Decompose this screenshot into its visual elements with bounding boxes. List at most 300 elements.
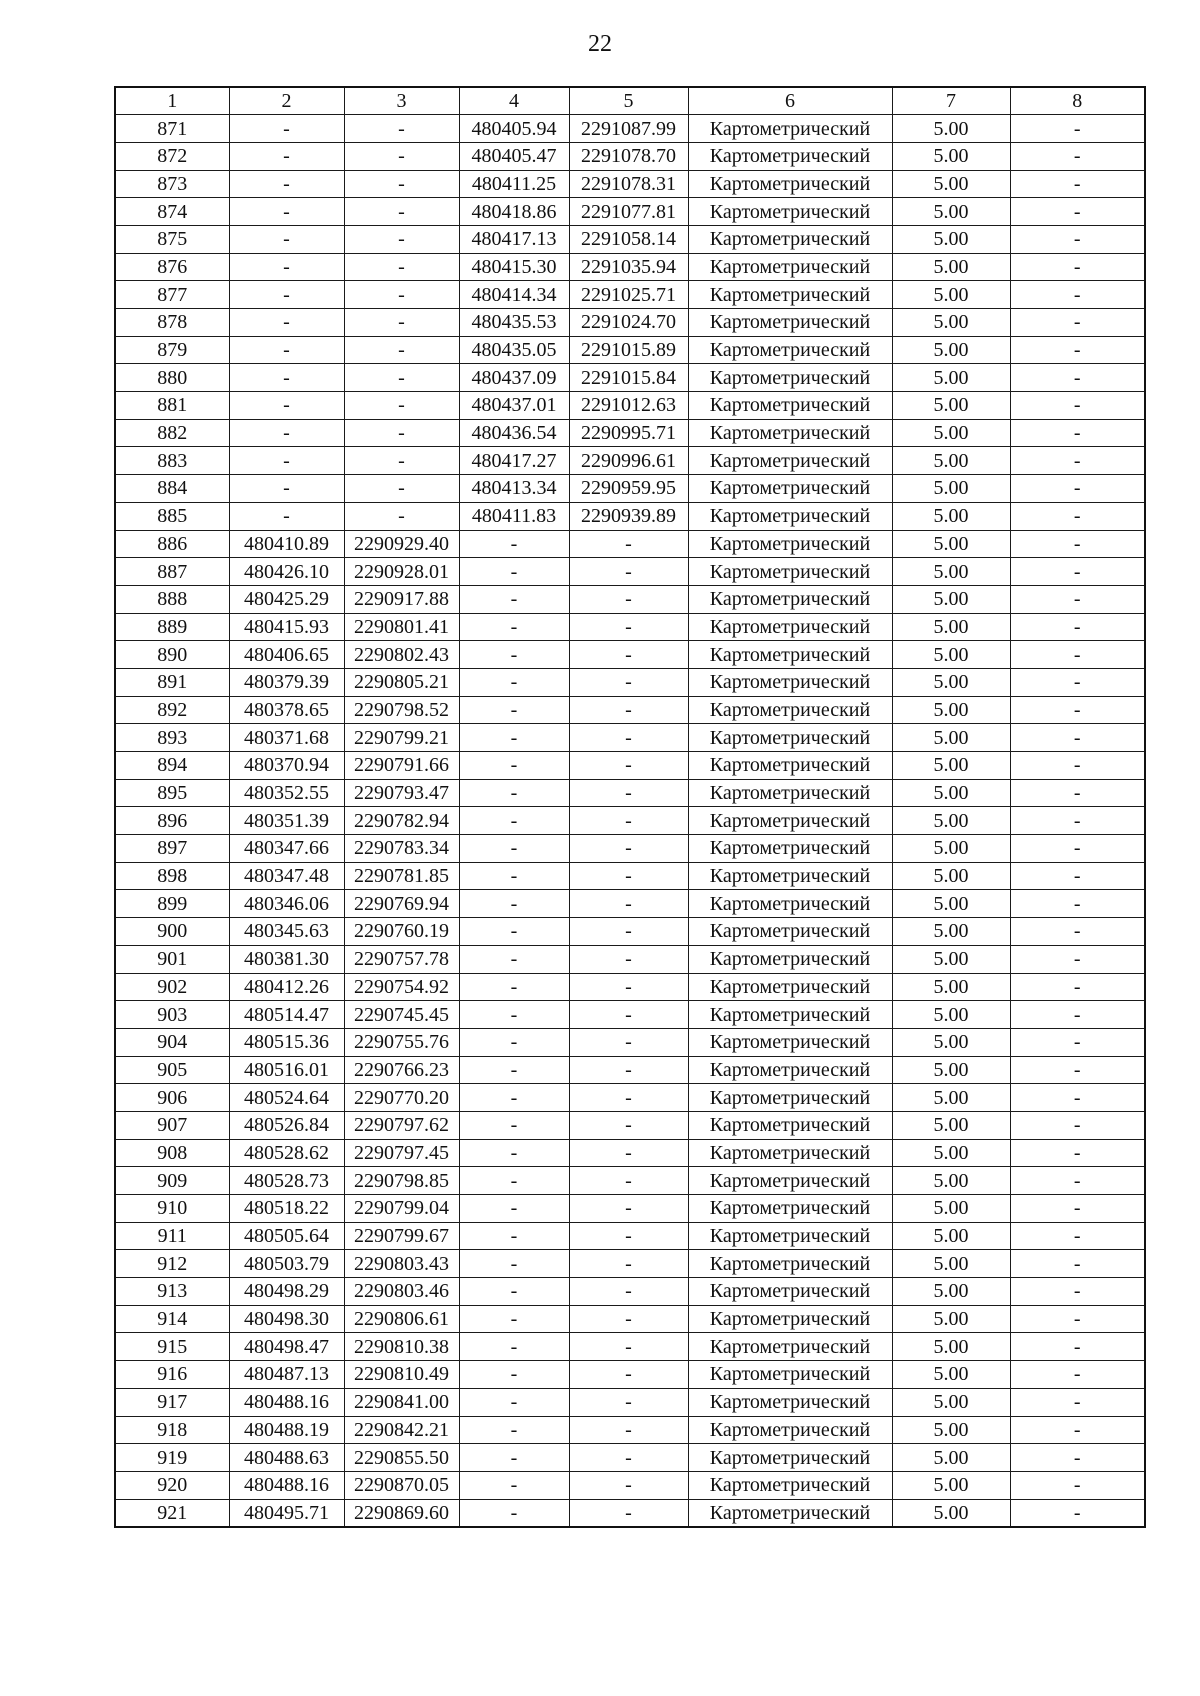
new-x-coordinate-cell: - (459, 1028, 569, 1056)
table-row (115, 419, 1145, 447)
new-x-coordinate-cell: - (459, 807, 569, 835)
method-cell: Картометрический (688, 724, 892, 752)
description-cell: - (1010, 1222, 1145, 1250)
accuracy-cell: 5.00 (892, 115, 1010, 143)
point-number-cell: 890 (115, 641, 229, 669)
accuracy-cell: 5.00 (892, 1305, 1010, 1333)
table-row (115, 558, 1145, 586)
table-row (115, 1001, 1145, 1029)
y-coordinate-cell: - (344, 502, 459, 530)
point-number-cell: 873 (115, 170, 229, 198)
new-y-coordinate-cell: 2290996.61 (569, 447, 688, 475)
point-number-cell: 915 (115, 1333, 229, 1361)
description-cell: - (1010, 1416, 1145, 1444)
new-y-coordinate-cell: - (569, 1001, 688, 1029)
table-row (115, 447, 1145, 475)
table-row (115, 862, 1145, 890)
accuracy-cell: 5.00 (892, 1222, 1010, 1250)
method-cell: Картометрический (688, 530, 892, 558)
page-number: 22 (588, 31, 612, 57)
method-cell: Картометрический (688, 142, 892, 170)
accuracy-cell: 5.00 (892, 807, 1010, 835)
description-cell: - (1010, 1001, 1145, 1029)
new-x-coordinate-cell: - (459, 752, 569, 780)
new-y-coordinate-cell: - (569, 1056, 688, 1084)
new-x-coordinate-cell: 480417.27 (459, 447, 569, 475)
new-y-coordinate-cell: - (569, 890, 688, 918)
table-row (115, 1305, 1145, 1333)
method-cell: Картометрический (688, 945, 892, 973)
y-coordinate-cell: 2290805.21 (344, 668, 459, 696)
description-cell: - (1010, 502, 1145, 530)
accuracy-cell: 5.00 (892, 613, 1010, 641)
y-coordinate-cell: - (344, 142, 459, 170)
point-number-cell: 885 (115, 502, 229, 530)
description-cell: - (1010, 613, 1145, 641)
accuracy-cell: 5.00 (892, 668, 1010, 696)
y-coordinate-cell: 2290806.61 (344, 1305, 459, 1333)
new-x-coordinate-cell: 480436.54 (459, 419, 569, 447)
new-x-coordinate-cell: 480417.13 (459, 225, 569, 253)
new-x-coordinate-cell: - (459, 585, 569, 613)
column-header: 6 (688, 87, 892, 115)
new-y-coordinate-cell: - (569, 1416, 688, 1444)
accuracy-cell: 5.00 (892, 1001, 1010, 1029)
point-number-cell: 878 (115, 309, 229, 337)
y-coordinate-cell: 2290799.67 (344, 1222, 459, 1250)
description-cell: - (1010, 1195, 1145, 1223)
new-x-coordinate-cell: - (459, 668, 569, 696)
point-number-cell: 889 (115, 613, 229, 641)
description-cell: - (1010, 392, 1145, 420)
table-row (115, 1028, 1145, 1056)
accuracy-cell: 5.00 (892, 364, 1010, 392)
method-cell: Картометрический (688, 1056, 892, 1084)
new-y-coordinate-cell: 2291035.94 (569, 253, 688, 281)
x-coordinate-cell: 480425.29 (229, 585, 344, 613)
table-row (115, 281, 1145, 309)
x-coordinate-cell: 480524.64 (229, 1084, 344, 1112)
new-x-coordinate-cell: 480411.25 (459, 170, 569, 198)
description-cell: - (1010, 142, 1145, 170)
method-cell: Картометрический (688, 585, 892, 613)
column-header: 8 (1010, 87, 1145, 115)
description-cell: - (1010, 447, 1145, 475)
method-cell: Картометрический (688, 668, 892, 696)
y-coordinate-cell: - (344, 281, 459, 309)
y-coordinate-cell: - (344, 253, 459, 281)
method-cell: Картометрический (688, 392, 892, 420)
new-y-coordinate-cell: 2291077.81 (569, 198, 688, 226)
description-cell: - (1010, 530, 1145, 558)
accuracy-cell: 5.00 (892, 392, 1010, 420)
x-coordinate-cell: 480346.06 (229, 890, 344, 918)
method-cell: Картометрический (688, 198, 892, 226)
column-header: 3 (344, 87, 459, 115)
description-cell: - (1010, 807, 1145, 835)
y-coordinate-cell: 2290770.20 (344, 1084, 459, 1112)
point-number-cell: 871 (115, 115, 229, 143)
accuracy-cell: 5.00 (892, 558, 1010, 586)
description-cell: - (1010, 309, 1145, 337)
description-cell: - (1010, 945, 1145, 973)
table-row (115, 641, 1145, 669)
x-coordinate-cell: - (229, 475, 344, 503)
point-number-cell: 895 (115, 779, 229, 807)
accuracy-cell: 5.00 (892, 1499, 1010, 1527)
x-coordinate-cell: - (229, 419, 344, 447)
x-coordinate-cell: 480495.71 (229, 1499, 344, 1527)
accuracy-cell: 5.00 (892, 1195, 1010, 1223)
method-cell: Картометрический (688, 918, 892, 946)
x-coordinate-cell: 480410.89 (229, 530, 344, 558)
new-y-coordinate-cell: - (569, 558, 688, 586)
new-x-coordinate-cell: - (459, 1139, 569, 1167)
y-coordinate-cell: 2290766.23 (344, 1056, 459, 1084)
table-row (115, 890, 1145, 918)
method-cell: Картометрический (688, 973, 892, 1001)
new-x-coordinate-cell: 480415.30 (459, 253, 569, 281)
new-x-coordinate-cell: 480405.47 (459, 142, 569, 170)
new-x-coordinate-cell: - (459, 1333, 569, 1361)
new-x-coordinate-cell: - (459, 724, 569, 752)
description-cell: - (1010, 641, 1145, 669)
method-cell: Картометрический (688, 170, 892, 198)
table-row (115, 309, 1145, 337)
method-cell: Картометрический (688, 502, 892, 530)
x-coordinate-cell: 480528.62 (229, 1139, 344, 1167)
description-cell: - (1010, 779, 1145, 807)
y-coordinate-cell: - (344, 198, 459, 226)
accuracy-cell: 5.00 (892, 862, 1010, 890)
y-coordinate-cell: 2290870.05 (344, 1471, 459, 1499)
point-number-cell: 884 (115, 475, 229, 503)
column-header: 1 (115, 87, 229, 115)
new-y-coordinate-cell: - (569, 973, 688, 1001)
new-y-coordinate-cell: - (569, 1444, 688, 1472)
x-coordinate-cell: 480370.94 (229, 752, 344, 780)
accuracy-cell: 5.00 (892, 1167, 1010, 1195)
x-coordinate-cell: - (229, 170, 344, 198)
description-cell: - (1010, 724, 1145, 752)
point-number-cell: 894 (115, 752, 229, 780)
accuracy-cell: 5.00 (892, 1139, 1010, 1167)
method-cell: Картометрический (688, 1139, 892, 1167)
accuracy-cell: 5.00 (892, 1333, 1010, 1361)
x-coordinate-cell: 480528.73 (229, 1167, 344, 1195)
table-body (115, 115, 1145, 1527)
accuracy-cell: 5.00 (892, 696, 1010, 724)
new-x-coordinate-cell: - (459, 1222, 569, 1250)
method-cell: Картометрический (688, 1333, 892, 1361)
new-x-coordinate-cell: - (459, 1388, 569, 1416)
new-x-coordinate-cell: - (459, 1056, 569, 1084)
new-y-coordinate-cell: - (569, 668, 688, 696)
x-coordinate-cell: 480488.63 (229, 1444, 344, 1472)
new-y-coordinate-cell: - (569, 585, 688, 613)
method-cell: Картометрический (688, 862, 892, 890)
point-number-cell: 913 (115, 1278, 229, 1306)
new-x-coordinate-cell: - (459, 1111, 569, 1139)
accuracy-cell: 5.00 (892, 142, 1010, 170)
new-y-coordinate-cell: - (569, 862, 688, 890)
new-x-coordinate-cell: - (459, 530, 569, 558)
x-coordinate-cell: - (229, 447, 344, 475)
method-cell: Картометрический (688, 281, 892, 309)
point-number-cell: 877 (115, 281, 229, 309)
description-cell: - (1010, 918, 1145, 946)
accuracy-cell: 5.00 (892, 1471, 1010, 1499)
description-cell: - (1010, 752, 1145, 780)
new-y-coordinate-cell: - (569, 1222, 688, 1250)
method-cell: Картометрический (688, 336, 892, 364)
x-coordinate-cell: - (229, 309, 344, 337)
table-row (115, 392, 1145, 420)
new-y-coordinate-cell: - (569, 1028, 688, 1056)
point-number-cell: 874 (115, 198, 229, 226)
accuracy-cell: 5.00 (892, 724, 1010, 752)
table-row (115, 779, 1145, 807)
description-cell: - (1010, 1499, 1145, 1527)
table-row (115, 1222, 1145, 1250)
new-x-coordinate-cell: 480437.01 (459, 392, 569, 420)
new-y-coordinate-cell: - (569, 1388, 688, 1416)
new-x-coordinate-cell: - (459, 779, 569, 807)
header-row (115, 87, 1145, 115)
new-y-coordinate-cell: 2291078.70 (569, 142, 688, 170)
x-coordinate-cell: 480503.79 (229, 1250, 344, 1278)
method-cell: Картометрический (688, 696, 892, 724)
new-x-coordinate-cell: - (459, 945, 569, 973)
description-cell: - (1010, 336, 1145, 364)
x-coordinate-cell: - (229, 142, 344, 170)
point-number-cell: 893 (115, 724, 229, 752)
accuracy-cell: 5.00 (892, 1111, 1010, 1139)
y-coordinate-cell: 2290781.85 (344, 862, 459, 890)
new-y-coordinate-cell: - (569, 613, 688, 641)
table-row (115, 1111, 1145, 1139)
new-x-coordinate-cell: - (459, 1167, 569, 1195)
method-cell: Картометрический (688, 447, 892, 475)
y-coordinate-cell: - (344, 475, 459, 503)
method-cell: Картометрический (688, 641, 892, 669)
new-y-coordinate-cell: - (569, 1471, 688, 1499)
table-row (115, 807, 1145, 835)
accuracy-cell: 5.00 (892, 918, 1010, 946)
method-cell: Картометрический (688, 890, 892, 918)
accuracy-cell: 5.00 (892, 890, 1010, 918)
x-coordinate-cell: 480347.66 (229, 835, 344, 863)
table-row (115, 1361, 1145, 1389)
new-x-coordinate-cell: - (459, 1084, 569, 1112)
accuracy-cell: 5.00 (892, 973, 1010, 1001)
y-coordinate-cell: 2290757.78 (344, 945, 459, 973)
new-y-coordinate-cell: 2291024.70 (569, 309, 688, 337)
table-row (115, 1499, 1145, 1527)
method-cell: Картометрический (688, 1278, 892, 1306)
point-number-cell: 920 (115, 1471, 229, 1499)
accuracy-cell: 5.00 (892, 1388, 1010, 1416)
table-row (115, 835, 1145, 863)
y-coordinate-cell: 2290760.19 (344, 918, 459, 946)
new-x-coordinate-cell: - (459, 1305, 569, 1333)
x-coordinate-cell: 480426.10 (229, 558, 344, 586)
y-coordinate-cell: 2290802.43 (344, 641, 459, 669)
new-x-coordinate-cell: - (459, 1444, 569, 1472)
method-cell: Картометрический (688, 1499, 892, 1527)
accuracy-cell: 5.00 (892, 1250, 1010, 1278)
x-coordinate-cell: 480518.22 (229, 1195, 344, 1223)
point-number-cell: 900 (115, 918, 229, 946)
new-y-coordinate-cell: - (569, 1084, 688, 1112)
y-coordinate-cell: - (344, 170, 459, 198)
description-cell: - (1010, 1167, 1145, 1195)
description-cell: - (1010, 1056, 1145, 1084)
point-number-cell: 902 (115, 973, 229, 1001)
new-y-coordinate-cell: - (569, 752, 688, 780)
y-coordinate-cell: 2290783.34 (344, 835, 459, 863)
point-number-cell: 898 (115, 862, 229, 890)
new-x-coordinate-cell: 480413.34 (459, 475, 569, 503)
accuracy-cell: 5.00 (892, 447, 1010, 475)
description-cell: - (1010, 281, 1145, 309)
x-coordinate-cell: 480379.39 (229, 668, 344, 696)
x-coordinate-cell: - (229, 198, 344, 226)
new-x-coordinate-cell: - (459, 835, 569, 863)
table-row (115, 1139, 1145, 1167)
accuracy-cell: 5.00 (892, 1028, 1010, 1056)
method-cell: Картометрический (688, 1167, 892, 1195)
new-y-coordinate-cell: 2291015.84 (569, 364, 688, 392)
point-number-cell: 887 (115, 558, 229, 586)
new-y-coordinate-cell: - (569, 1111, 688, 1139)
method-cell: Картометрический (688, 779, 892, 807)
column-header: 2 (229, 87, 344, 115)
new-y-coordinate-cell: 2291012.63 (569, 392, 688, 420)
new-y-coordinate-cell: - (569, 918, 688, 946)
method-cell: Картометрический (688, 115, 892, 143)
new-y-coordinate-cell: - (569, 1195, 688, 1223)
x-coordinate-cell: - (229, 336, 344, 364)
description-cell: - (1010, 668, 1145, 696)
point-number-cell: 882 (115, 419, 229, 447)
point-number-cell: 921 (115, 1499, 229, 1527)
x-coordinate-cell: 480515.36 (229, 1028, 344, 1056)
y-coordinate-cell: 2290803.43 (344, 1250, 459, 1278)
description-cell: - (1010, 835, 1145, 863)
y-coordinate-cell: 2290928.01 (344, 558, 459, 586)
new-y-coordinate-cell: - (569, 1333, 688, 1361)
method-cell: Картометрический (688, 1250, 892, 1278)
column-header: 7 (892, 87, 1010, 115)
new-x-coordinate-cell: - (459, 1278, 569, 1306)
new-x-coordinate-cell: - (459, 1195, 569, 1223)
new-y-coordinate-cell: 2291015.89 (569, 336, 688, 364)
new-x-coordinate-cell: - (459, 1499, 569, 1527)
description-cell: - (1010, 1278, 1145, 1306)
description-cell: - (1010, 1111, 1145, 1139)
method-cell: Картометрический (688, 1084, 892, 1112)
x-coordinate-cell: 480351.39 (229, 807, 344, 835)
new-y-coordinate-cell: - (569, 779, 688, 807)
method-cell: Картометрический (688, 1444, 892, 1472)
table-row (115, 1444, 1145, 1472)
description-cell: - (1010, 419, 1145, 447)
x-coordinate-cell: 480498.30 (229, 1305, 344, 1333)
new-y-coordinate-cell: - (569, 1305, 688, 1333)
new-y-coordinate-cell: - (569, 1167, 688, 1195)
new-x-coordinate-cell: - (459, 862, 569, 890)
y-coordinate-cell: 2290801.41 (344, 613, 459, 641)
table-row (115, 115, 1145, 143)
new-x-coordinate-cell: - (459, 973, 569, 1001)
accuracy-cell: 5.00 (892, 253, 1010, 281)
method-cell: Картометрический (688, 253, 892, 281)
new-y-coordinate-cell: 2290995.71 (569, 419, 688, 447)
accuracy-cell: 5.00 (892, 641, 1010, 669)
new-y-coordinate-cell: - (569, 530, 688, 558)
table-row (115, 225, 1145, 253)
description-cell: - (1010, 225, 1145, 253)
new-x-coordinate-cell: - (459, 641, 569, 669)
new-x-coordinate-cell: - (459, 1416, 569, 1444)
y-coordinate-cell: 2290797.62 (344, 1111, 459, 1139)
accuracy-cell: 5.00 (892, 1361, 1010, 1389)
description-cell: - (1010, 696, 1145, 724)
y-coordinate-cell: 2290745.45 (344, 1001, 459, 1029)
point-number-cell: 875 (115, 225, 229, 253)
method-cell: Картометрический (688, 1471, 892, 1499)
new-x-coordinate-cell: - (459, 1001, 569, 1029)
new-x-coordinate-cell: - (459, 1471, 569, 1499)
y-coordinate-cell: - (344, 336, 459, 364)
new-x-coordinate-cell: 480435.05 (459, 336, 569, 364)
new-y-coordinate-cell: 2291078.31 (569, 170, 688, 198)
description-cell: - (1010, 115, 1145, 143)
new-y-coordinate-cell: 2291087.99 (569, 115, 688, 143)
y-coordinate-cell: 2290799.04 (344, 1195, 459, 1223)
column-header: 4 (459, 87, 569, 115)
description-cell: - (1010, 475, 1145, 503)
x-coordinate-cell: - (229, 253, 344, 281)
accuracy-cell: 5.00 (892, 945, 1010, 973)
x-coordinate-cell: 480345.63 (229, 918, 344, 946)
point-number-cell: 919 (115, 1444, 229, 1472)
new-x-coordinate-cell: - (459, 890, 569, 918)
new-y-coordinate-cell: - (569, 641, 688, 669)
x-coordinate-cell: 480516.01 (229, 1056, 344, 1084)
accuracy-cell: 5.00 (892, 1444, 1010, 1472)
column-header: 5 (569, 87, 688, 115)
new-x-coordinate-cell: - (459, 1361, 569, 1389)
table-row (115, 364, 1145, 392)
table-row (115, 1250, 1145, 1278)
accuracy-cell: 5.00 (892, 309, 1010, 337)
accuracy-cell: 5.00 (892, 1084, 1010, 1112)
description-cell: - (1010, 1333, 1145, 1361)
accuracy-cell: 5.00 (892, 1056, 1010, 1084)
y-coordinate-cell: 2290782.94 (344, 807, 459, 835)
method-cell: Картометрический (688, 752, 892, 780)
point-number-cell: 876 (115, 253, 229, 281)
table-row (115, 1416, 1145, 1444)
method-cell: Картометрический (688, 475, 892, 503)
x-coordinate-cell: 480371.68 (229, 724, 344, 752)
x-coordinate-cell: 480381.30 (229, 945, 344, 973)
x-coordinate-cell: - (229, 364, 344, 392)
x-coordinate-cell: 480498.29 (229, 1278, 344, 1306)
x-coordinate-cell: - (229, 115, 344, 143)
